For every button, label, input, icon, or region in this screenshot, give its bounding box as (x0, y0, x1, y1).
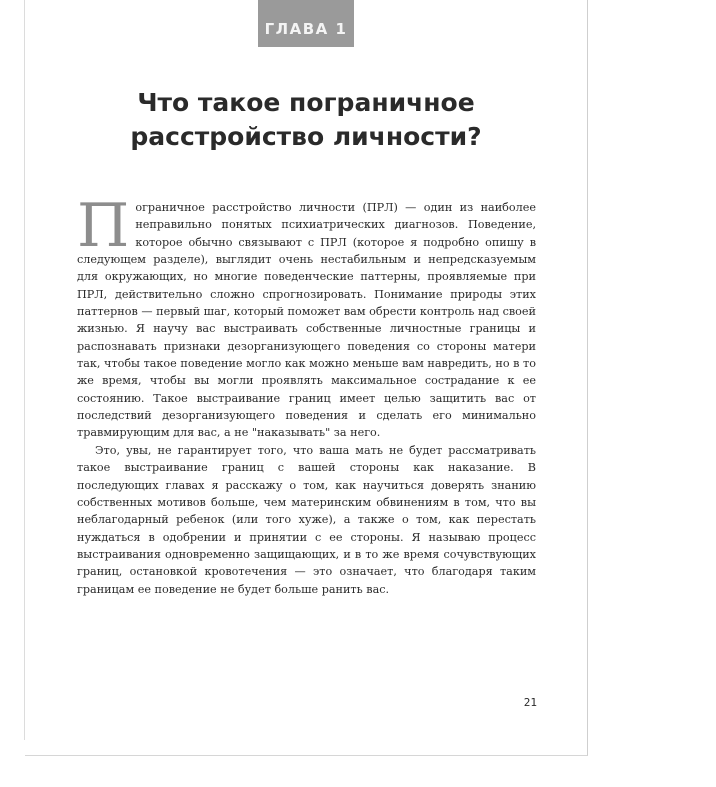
paragraph-1-text: ограничное расстройство личности (ПРЛ) — один из наиболее неправильно понятых психиатрических диагнозов. Поведение, которое обычно связывают с ПРЛ (которое я подробно опишу в следующем разделе), выглядит очень нестабильным и непредсказуемым для окружающих, но многие поведенческие паттерны, проявляемые при ПРЛ, действительно сложно спрогнозировать. Понимание природы этих паттернов — первый шаг, который поможет вам обрести контроль над своей жизнью. Я научу вас выстраивать собственные личностные границы и распознавать признаки дезорганизующего поведения со стороны матери так, чтобы такое поведение могло как можно меньше вам навредить, но в то же время, чтобы вы могли проявлять максимальное сострадание к ее состоянию. Такое выстраивание границ имеет целью защитить вас от последствий дезорганизующего поведения и сделать его минимально травмирующим для вас, а не "наказывать" за него. (77, 201, 536, 440)
body-text (77, 191, 536, 598)
book-page (25, 0, 588, 756)
previous-page-edge (0, 0, 25, 740)
chapter-label: ГЛАВА 1 (258, 0, 354, 47)
chapter-title: Что такое пограничное расстройство личности? (130, 88, 482, 151)
paragraph-2: Это, увы, не гарантирует того, что ваша мать не будет рассматривать такое выстраивание границ с вашей стороны как наказание. В последующих главах я расскажу о том, как научиться доверять знанию собственных мотивов больше, чем материнским обвинениям в том, что вы неблагодарный ребенок (или того хуже), а также о том, как перестать нуждаться в одобрении и принятии с ее стороны. Я называю процесс выстраивания одновременно защищающих, и в то же время сочувствующих границ, остановкой кровотечения — это означает, что благодаря таким границам ее поведение не будет больше ранить вас. (77, 443, 536, 596)
page-number: 21 (523, 696, 537, 709)
drop-cap: П (77, 191, 130, 261)
paragraph-1 (77, 191, 536, 442)
